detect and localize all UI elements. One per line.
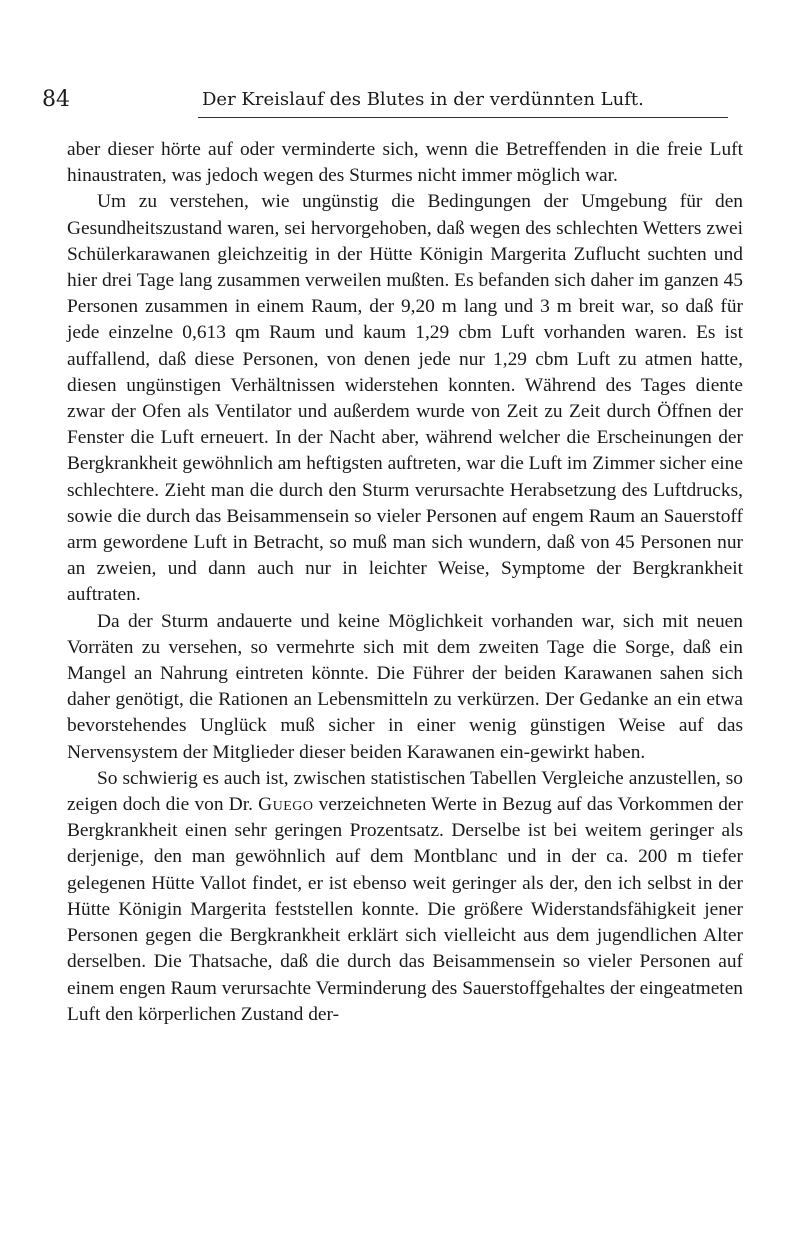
paragraph-3: Da der Sturm andauerte und keine Möglichkeit vorhanden war, sich mit neuen Vorräten zu versehen, so vermehrte sich mit dem zweiten Tage die Sorge, daß ein Mangel an Nahrung eintreten könnte. Die Führer der beiden Karawanen sahen sich daher genötigt, die Rationen an Lebensmitteln zu verkürzen. Der Gedanke an ein etwa bevorstehendes Unglück muß sicher in einer wenig günstigen Weise auf das Nervensystem der Mitglieder dieser beiden Karawanen ein-gewirkt haben. [67,610,743,763]
paragraph-4 [67,766,743,1028]
page-number: 84 [42,87,70,112]
header-rule [198,117,728,118]
paragraph-2: Um zu verstehen, wie ungünstig die Bedingungen der Umgebung für den Gesundheitszustand waren, sei hervorgehoben, daß wegen des schlechten Wetters zwei Schülerkarawanen gleichzeitig in der Hütte Königin Margerita Zuflucht suchten und hier drei Tage lang zusammen verweilen mußten. Es befanden sich daher im ganzen 45 Personen zusammen in einem Raum, der 9,20 m lang und 3 m breit war, so daß für jede einzelne 0,613 qm Raum und kaum 1,29 cbm Luft vorhanden waren. Es ist auffallend, daß diese Personen, von denen jede nur 1,29 cbm Luft zu atmen hatte, diesen ungünstigen Verhältnissen widerstehen konnten. Während des Tages diente zwar der Ofen als Ventilator und außerdem wurde von Zeit zu Zeit durch Öffnen der Fenster die Luft erneuert. In der Nacht aber, während welcher die Erscheinungen der Bergkrankheit gewöhnlich am heftigsten auftreten, war die Luft im Zimmer sicher eine schlechtere. Zieht man die durch den Sturm verursachte Herabsetzung des Luftdrucks, sowie die durch das Beisammensein so vieler Personen auf engem Raum an Sauerstoff arm gewordene Luft in Betracht, so muß man sich wundern, daß von 45 Personen nur an zweien, und dann auch nur in leichter Weise, Symptome der Bergkrankheit auftraten. [67,191,743,606]
paragraph-4-text-after: verzeichneten Werte in Bezug auf das Vorkommen der Bergkrankheit einen sehr geringen Prozentsatz. Derselbe ist bei weitem geringer als derjenige, den man gewöhnlich auf dem Montblanc und in der ca. 200 m tiefer gelegenen Hütte Vallot findet, er ist ebenso weit geringer als der, den ich selbst in der Hütte Königin Margerita feststellen konnte. Die größere Widerstandsfähigkeit jener Personen gegen die Bergkrankheit erklärt sich vielleicht aus dem jugendlichen Alter derselben. Die Thatsache, daß die durch das Beisammensein so vieler Personen auf einem engen Raum verursachte Verminderung des Sauerstoffgehaltes der eingeatmeten Luft den körperlichen Zustand der- [67,794,743,1025]
author-name-guego: Guego [258,794,314,816]
running-head [42,86,758,114]
page-header-title: Der Kreislauf des Blutes in der verdünnten Luft. [202,89,644,110]
paragraph-1: aber dieser hörte auf oder verminderte sich, wenn die Betreffenden in die freie Luft hinaustraten, was jedoch wegen des Sturmes nicht immer möglich war. [67,139,743,187]
body-text [67,137,743,1028]
paragraph-4-text-before: So schwierig es auch ist, zwischen statistischen Tabellen Vergleiche anzustellen, so zeigen doch die von Dr. [67,767,743,816]
